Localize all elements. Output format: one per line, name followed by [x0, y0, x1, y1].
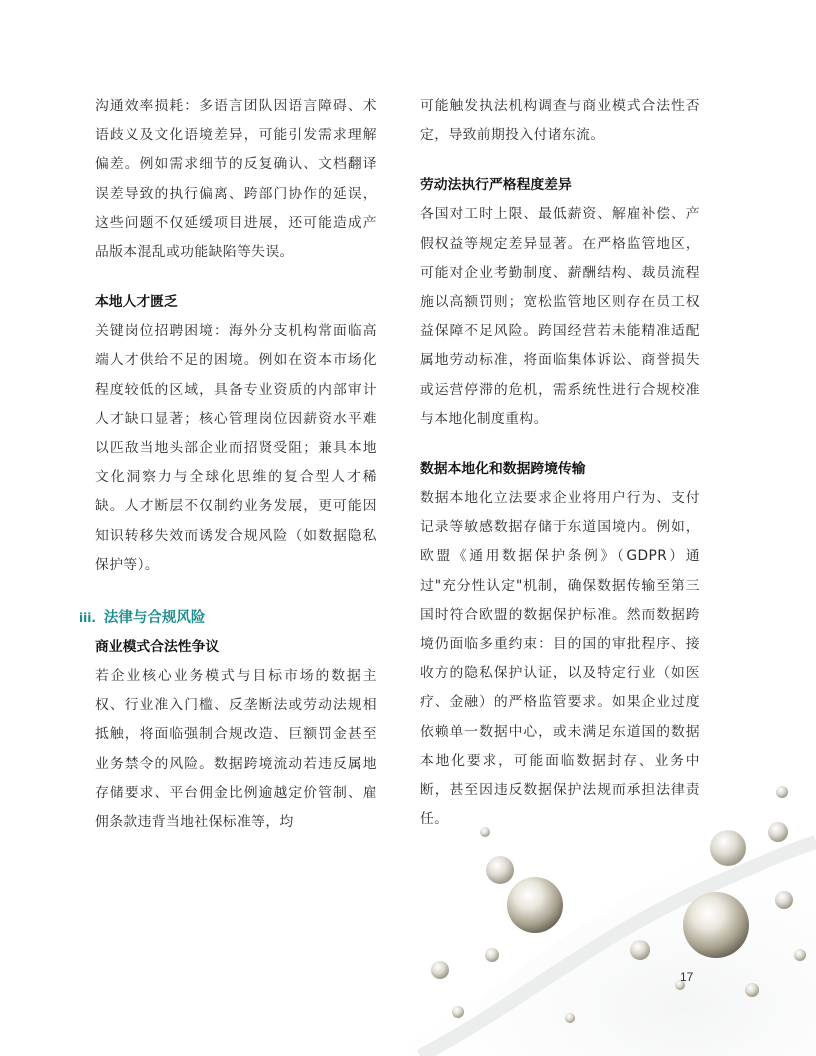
section-heading — [79, 604, 377, 633]
intro-paragraph: 沟通效率损耗：多语言团队因语言障碍、术语歧义及文化语境差异，可能引发需求理解偏差。例如需求细节的反复确认、文档翻译误差导致的执行偏离、跨部门协作的延误，这些问题不仅延缓项目进展，还可能造成产品版本混乱或功能缺陷等失误。 — [95, 98, 377, 261]
section-number: iii. — [79, 611, 96, 626]
section-title: 法律与合规风险 — [103, 610, 206, 627]
talent-shortage-heading: 本地人才匮乏 — [95, 294, 178, 311]
labor-law-paragraph: 各国对工时上限、最低薪资、解雇补偿、产假权益等规定差异显著。在严格监管地区，可能对企业考勤制度、薪酬结构、裁员流程施以高额罚则；宽松监管地区则存在员工权益保障不足风险。跨国经营若未能精准适配属地劳动标准，将面临集体诉讼、商誉损失或运营停滞的危机，需系统性进行合规校准与本地化制度重构。 — [420, 206, 700, 427]
business-model-heading: 商业模式合法性争议 — [95, 639, 220, 656]
talent-shortage-paragraph: 关键岗位招聘困境：海外分支机构常面临高端人才供给不足的困境。例如在资本市场化程度较低的区域，具备专业资质的内部审计人才缺口显著；核心管理岗位因薪资水平难以匹敌当地头部企业而招贤受阻；兼具本地文化洞察力与全球化思维的复合型人才稀缺。人才断层不仅制约业务发展，更可能因知识转移失效而诱发合规风险（如数据隐私保护等）。 — [95, 323, 377, 573]
business-model-paragraph: 若企业核心业务模式与目标市场的数据主权、行业准入门槛、反垄断法或劳动法规相抵触，将面临强制合规改造、巨额罚金甚至业务禁令的风险。数据跨境流动若违反属地存储要求、平台佣金比例逾越定价管制、雇佣条款违背当地社保标准等，均 — [95, 668, 377, 831]
data-localization-heading: 数据本地化和数据跨境传输 — [420, 461, 586, 478]
page-number: 17 — [680, 970, 694, 984]
labor-law-heading: 劳动法执行严格程度差异 — [420, 177, 572, 194]
right-column — [420, 92, 700, 834]
left-column — [79, 92, 377, 837]
continuation-paragraph: 可能触发执法机构调查与商业模式合法性否定，导致前期投入付诸东流。 — [420, 98, 700, 144]
data-localization-paragraph: 数据本地化立法要求企业将用户行为、支付记录等敏感数据存储于东道国境内。例如，欧盟《通用数据保护条例》（GDPR）通过"充分性认定"机制，确保数据传输至第三国时符合欧盟的数据保护标准。然而数据跨境仍面临多重约束：目的国的审批程序、接收方的隐私保护认证，以及特定行业（如医疗、金融）的严格监管要求。如果企业过度依赖单一数据中心，或未满足东道国的数据本地化要求，可能面临数据封存、业务中断，甚至因违反数据保护法规而承担法律责任。 — [420, 490, 700, 828]
